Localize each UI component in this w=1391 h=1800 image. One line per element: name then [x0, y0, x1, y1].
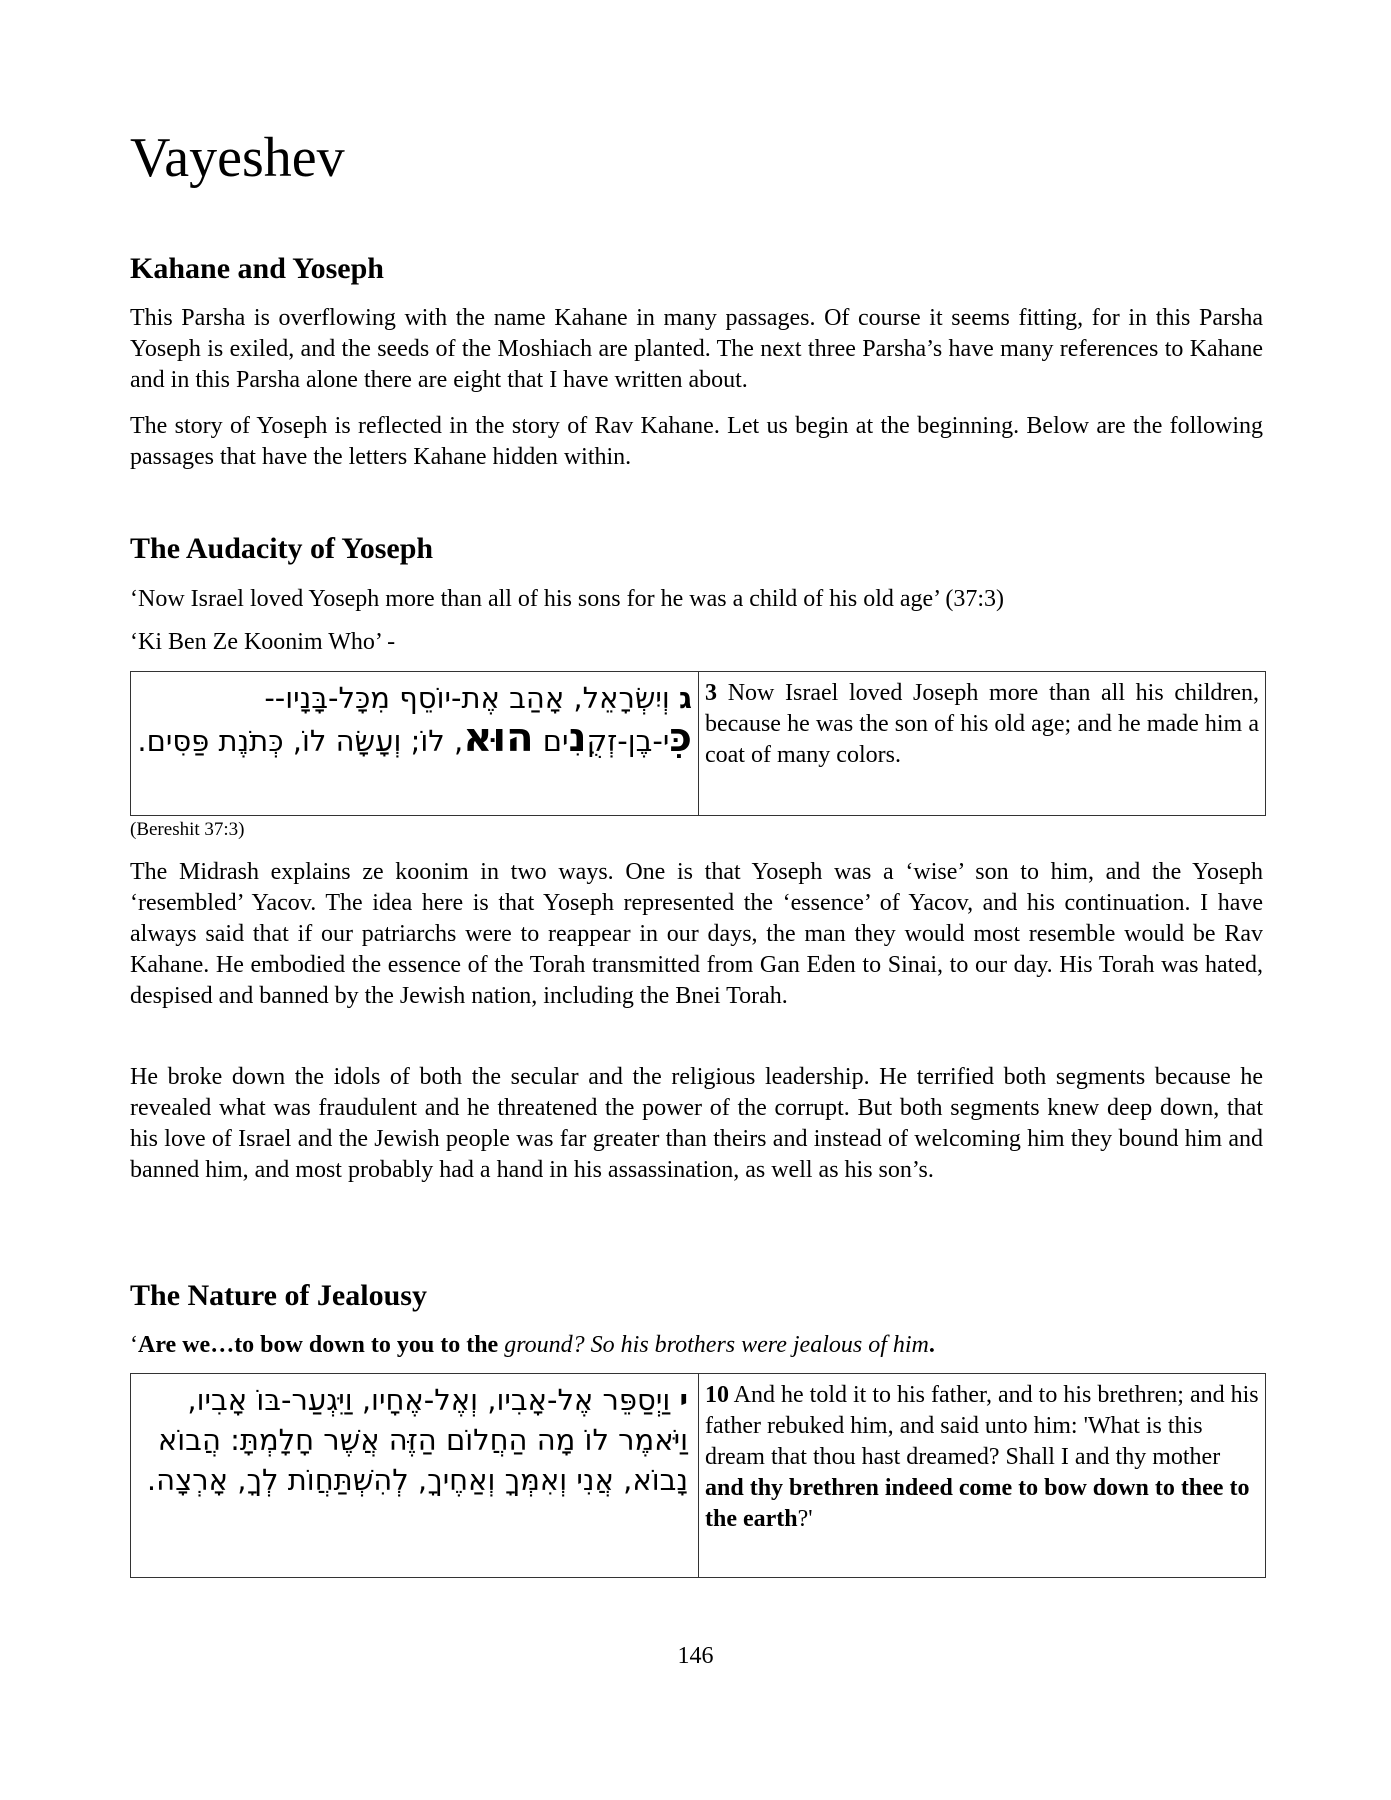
quote-bold-part: Are we…to bow down to you to the — [138, 1332, 499, 1358]
hebrew-text: ִים — [533, 724, 569, 758]
section-heading-nature-of-jealousy: The Nature of Jealousy — [130, 1279, 427, 1312]
english-verse-text: And he told it to his father, and to his brethren; and his father rebuked him, and said unto him: 'What is this dream that thou hast dreamed? Shall I and thy mother — [705, 1382, 1259, 1470]
hidden-letter-nun: נ — [568, 715, 587, 761]
quote-line — [130, 1330, 935, 1361]
hebrew-verse-text: וַיְסַפֵּר אֶל-אָבִיו, וְאֶל-אֶחָיו, וַיִּגְעַר-בּוֹ אָבִיו, וַיֹּאמֶר לוֹ מָה הַחֲלוֹם הַזֶּה אֲשֶׁר חָלָמְתָּ: הֲבוֹא נָבוֹא, אֲנִי וְאִמְּךָ וְאַחֶיךָ, לְהִשְׁתַּחֲוֺת לְךָ, אָרְצָה. — [146, 1383, 688, 1497]
english-verse-number: 10 — [705, 1382, 729, 1408]
english-verse-text: Now Israel loved Joseph more than all his children, because he was the son of his old age; and he made him a coat of many colors. — [705, 680, 1260, 768]
section-heading-kahane-and-yoseph: Kahane and Yoseph — [130, 252, 384, 285]
quote-italic-part: ground? So his brothers were jealous of him — [498, 1332, 929, 1358]
paragraph: The story of Yoseph is reflected in the story of Rav Kahane. Let us begin at the beginning. Below are the following passages that have the letters Kahane hidden within. — [130, 413, 1263, 470]
paragraph: This Parsha is overflowing with the name Kahane in many passages. Of course it seems fitting, for in this Parsha Yoseph is exiled, and the seeds of the Moshiach are planted. The next three Parsha’s have many references to Kahane and in this Parsha alone there are eight that I have written about. — [130, 305, 1263, 393]
verse-table-37-3 — [130, 671, 1266, 816]
hebrew-text: וְיִשְׂרָאֵל, אָהַב אֶת-יוֹסֵף מִכָּל-בָּנָיו-- — [264, 681, 670, 715]
transliteration-line: ‘Ki Ben Ze Koonim Who’ - — [130, 629, 396, 655]
section-heading-audacity-of-yoseph: The Audacity of Yoseph — [130, 532, 434, 565]
hidden-letters-hu: הוּא — [463, 715, 534, 761]
verse-table-37-10 — [130, 1373, 1266, 1578]
page-number: 146 — [677, 1643, 714, 1669]
citation: (Bereshit 37:3) — [130, 819, 245, 840]
hebrew-verse-cell — [131, 1374, 699, 1578]
quote-line: ‘Now Israel loved Yoseph more than all of his sons for he was a child of his old age’ (37:3) — [130, 586, 1005, 612]
hebrew-text: י-בֶן-זְקֻ — [586, 724, 670, 758]
english-verse-cell — [699, 1374, 1266, 1578]
quote-open-mark: ‘ — [130, 1332, 138, 1358]
hebrew-text: , לוֹ; וְעָשָׂה לוֹ, כְּתֹנֶת פַּסִּים. — [137, 724, 464, 758]
paragraph: He broke down the idols of both the secular and the religious leadership. He terrified both segments because he revealed what was fraudulent and he threatened the power of the corrupt. But both segments knew deep down, that his love of Israel and the Jewish people was far greater than theirs and instead of welcoming him they bound him and banned him, and most probably had a hand in his assassination, as well as his son’s. — [130, 1064, 1263, 1183]
english-verse-bold-text: and thy brethren indeed come to bow down to thee to the earth — [705, 1475, 1250, 1532]
hebrew-verse-cell — [131, 672, 699, 816]
hidden-letter-kaf: כִּ — [669, 715, 692, 761]
english-verse-end: ?' — [797, 1506, 813, 1532]
english-verse-number: 3 — [705, 680, 717, 706]
paragraph: The Midrash explains ze koonim in two ways. One is that Yoseph was a ‘wise’ son to him, and the Yoseph ‘resembled’ Yacov. The idea here is that Yoseph represented the ‘essence’ of Yacov, and his continuation. I have always said that if our patriarchs were to reappear in our days, the man they would most resemble would be Rav Kahane. He embodied the essence of the Torah transmitted from Gan Eden to Sinai, to our day. His Torah was hated, despised and banned by the Jewish nation, including the Bnei Torah. — [130, 859, 1263, 1009]
english-verse-cell — [699, 672, 1266, 816]
hebrew-verse-number: י — [679, 1383, 688, 1417]
page-title: Vayeshev — [130, 127, 345, 189]
quote-end-mark: . — [928, 1332, 935, 1358]
hebrew-verse-number: ג — [679, 681, 692, 715]
